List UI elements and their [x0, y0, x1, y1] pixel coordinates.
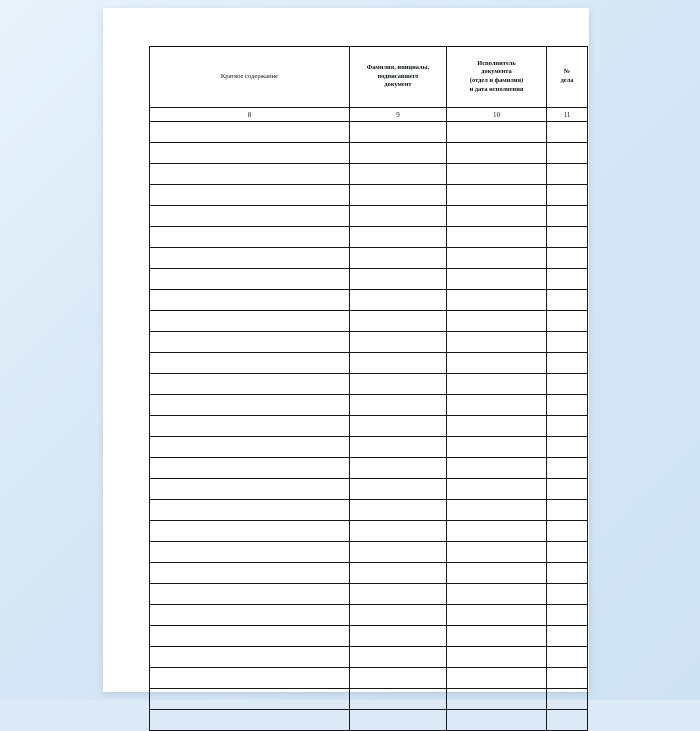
cell-case-number[interactable]: [547, 122, 588, 143]
cell-signer[interactable]: [350, 542, 447, 563]
table-row[interactable]: [150, 710, 588, 731]
cell-case-number[interactable]: [547, 374, 588, 395]
cell-summary[interactable]: [150, 269, 350, 290]
cell-signer[interactable]: [350, 185, 447, 206]
table-row[interactable]: [150, 542, 588, 563]
cell-summary[interactable]: [150, 437, 350, 458]
cell-signer[interactable]: [350, 269, 447, 290]
cell-signer[interactable]: [350, 689, 447, 710]
cell-executor[interactable]: [447, 164, 547, 185]
table-row[interactable]: [150, 122, 588, 143]
cell-signer[interactable]: [350, 206, 447, 227]
cell-summary[interactable]: [150, 290, 350, 311]
cell-signer[interactable]: [350, 626, 447, 647]
cell-summary[interactable]: [150, 206, 350, 227]
cell-executor[interactable]: [447, 626, 547, 647]
column-header-case-number: № дела: [547, 47, 588, 108]
cell-signer[interactable]: [350, 605, 447, 626]
cell-signer[interactable]: [350, 458, 447, 479]
cell-executor[interactable]: [447, 710, 547, 731]
table-header: [150, 47, 588, 108]
cell-signer[interactable]: [350, 647, 447, 668]
cell-executor[interactable]: [447, 563, 547, 584]
table-row[interactable]: [150, 479, 588, 500]
cell-case-number[interactable]: [547, 290, 588, 311]
table-row[interactable]: [150, 164, 588, 185]
cell-case-number[interactable]: [547, 269, 588, 290]
cell-summary[interactable]: [150, 353, 350, 374]
cell-case-number[interactable]: [547, 437, 588, 458]
document-page: [103, 8, 589, 692]
cell-case-number[interactable]: [547, 248, 588, 269]
cell-executor[interactable]: [447, 605, 547, 626]
cell-executor[interactable]: [447, 290, 547, 311]
cell-signer[interactable]: [350, 710, 447, 731]
cell-summary[interactable]: [150, 584, 350, 605]
cell-case-number[interactable]: [547, 185, 588, 206]
table-row[interactable]: [150, 206, 588, 227]
table-row[interactable]: [150, 374, 588, 395]
cell-summary[interactable]: [150, 710, 350, 731]
table-row[interactable]: [150, 626, 588, 647]
table-row[interactable]: [150, 416, 588, 437]
cell-case-number[interactable]: [547, 416, 588, 437]
table-row[interactable]: [150, 668, 588, 689]
cell-executor[interactable]: [447, 437, 547, 458]
table-row[interactable]: [150, 458, 588, 479]
cell-executor[interactable]: [447, 185, 547, 206]
cell-executor[interactable]: [447, 122, 547, 143]
cell-executor[interactable]: [447, 479, 547, 500]
cell-signer[interactable]: [350, 479, 447, 500]
table-row[interactable]: [150, 521, 588, 542]
cell-summary[interactable]: [150, 563, 350, 584]
cell-summary[interactable]: [150, 542, 350, 563]
cell-signer[interactable]: [350, 563, 447, 584]
column-number-11: 11: [547, 108, 588, 122]
cell-executor[interactable]: [447, 206, 547, 227]
cell-executor[interactable]: [447, 647, 547, 668]
cell-case-number[interactable]: [547, 689, 588, 710]
cell-summary[interactable]: [150, 122, 350, 143]
cell-executor[interactable]: [447, 416, 547, 437]
cell-executor[interactable]: [447, 584, 547, 605]
cell-summary[interactable]: [150, 626, 350, 647]
cell-signer[interactable]: [350, 521, 447, 542]
cell-case-number[interactable]: [547, 311, 588, 332]
cell-signer[interactable]: [350, 143, 447, 164]
cell-signer[interactable]: [350, 500, 447, 521]
cell-case-number[interactable]: [547, 563, 588, 584]
table-row[interactable]: [150, 311, 588, 332]
column-header-summary: Краткое содержание: [150, 47, 350, 108]
header-row: [150, 47, 588, 108]
cell-executor[interactable]: [447, 500, 547, 521]
table-row[interactable]: [150, 584, 588, 605]
cell-summary[interactable]: [150, 458, 350, 479]
cell-executor[interactable]: [447, 269, 547, 290]
cell-case-number[interactable]: [547, 395, 588, 416]
table-row[interactable]: [150, 248, 588, 269]
column-number-row: [150, 108, 588, 122]
cell-summary[interactable]: [150, 164, 350, 185]
cell-executor[interactable]: [447, 353, 547, 374]
cell-signer[interactable]: [350, 227, 447, 248]
cell-executor[interactable]: [447, 227, 547, 248]
table-row[interactable]: [150, 185, 588, 206]
cell-summary[interactable]: [150, 227, 350, 248]
cell-case-number[interactable]: [547, 458, 588, 479]
column-number-8: 8: [150, 108, 350, 122]
table-row[interactable]: [150, 269, 588, 290]
cell-case-number[interactable]: [547, 143, 588, 164]
table-body: [150, 108, 588, 122]
cell-summary[interactable]: [150, 332, 350, 353]
table-row[interactable]: [150, 500, 588, 521]
table-row[interactable]: [150, 689, 588, 710]
cell-executor[interactable]: [447, 668, 547, 689]
cell-summary[interactable]: [150, 647, 350, 668]
cell-case-number[interactable]: [547, 584, 588, 605]
cell-summary[interactable]: [150, 311, 350, 332]
cell-case-number[interactable]: [547, 626, 588, 647]
cell-case-number[interactable]: [547, 206, 588, 227]
cell-summary[interactable]: [150, 668, 350, 689]
column-number-9: 9: [350, 108, 447, 122]
cell-case-number[interactable]: [547, 710, 588, 731]
cell-executor[interactable]: [447, 458, 547, 479]
cell-case-number[interactable]: [547, 164, 588, 185]
cell-summary[interactable]: [150, 143, 350, 164]
journal-table: [149, 46, 588, 731]
table-row[interactable]: [150, 290, 588, 311]
cell-signer[interactable]: [350, 122, 447, 143]
cell-executor[interactable]: [447, 143, 547, 164]
column-number-10: 10: [447, 108, 547, 122]
cell-summary[interactable]: [150, 416, 350, 437]
journal-table-container: [149, 46, 574, 731]
cell-signer[interactable]: [350, 290, 447, 311]
cell-summary[interactable]: [150, 395, 350, 416]
cell-signer[interactable]: [350, 584, 447, 605]
cell-executor[interactable]: [447, 395, 547, 416]
cell-summary[interactable]: [150, 248, 350, 269]
table-row[interactable]: [150, 353, 588, 374]
cell-signer[interactable]: [350, 248, 447, 269]
table-row[interactable]: [150, 332, 588, 353]
cell-case-number[interactable]: [547, 521, 588, 542]
cell-executor[interactable]: [447, 542, 547, 563]
table-row[interactable]: [150, 143, 588, 164]
table-row[interactable]: [150, 437, 588, 458]
cell-signer[interactable]: [350, 311, 447, 332]
cell-case-number[interactable]: [547, 227, 588, 248]
cell-signer[interactable]: [350, 668, 447, 689]
cell-executor[interactable]: [447, 332, 547, 353]
cell-executor[interactable]: [447, 311, 547, 332]
column-header-executor: Исполнитель документа (отдел и фамилия) и дата исполнения: [447, 47, 547, 108]
cell-case-number[interactable]: [547, 542, 588, 563]
cell-case-number[interactable]: [547, 353, 588, 374]
table-row[interactable]: [150, 227, 588, 248]
column-header-signer: Фамилия, инициалы, подписавшего документ: [350, 47, 447, 108]
table-row[interactable]: [150, 563, 588, 584]
table-row[interactable]: [150, 605, 588, 626]
cell-case-number[interactable]: [547, 605, 588, 626]
cell-signer[interactable]: [350, 353, 447, 374]
cell-summary[interactable]: [150, 374, 350, 395]
table-empty-rows: [150, 122, 588, 731]
cell-signer[interactable]: [350, 164, 447, 185]
cell-summary[interactable]: [150, 500, 350, 521]
cell-executor[interactable]: [447, 689, 547, 710]
cell-signer[interactable]: [350, 437, 447, 458]
cell-case-number[interactable]: [547, 332, 588, 353]
cell-signer[interactable]: [350, 374, 447, 395]
cell-summary[interactable]: [150, 605, 350, 626]
cell-executor[interactable]: [447, 248, 547, 269]
cell-case-number[interactable]: [547, 479, 588, 500]
cell-signer[interactable]: [350, 416, 447, 437]
cell-signer[interactable]: [350, 332, 447, 353]
table-row[interactable]: [150, 647, 588, 668]
table-row[interactable]: [150, 395, 588, 416]
cell-summary[interactable]: [150, 479, 350, 500]
cell-summary[interactable]: [150, 689, 350, 710]
cell-summary[interactable]: [150, 521, 350, 542]
cell-case-number[interactable]: [547, 647, 588, 668]
cell-summary[interactable]: [150, 185, 350, 206]
cell-case-number[interactable]: [547, 668, 588, 689]
cell-executor[interactable]: [447, 374, 547, 395]
cell-case-number[interactable]: [547, 500, 588, 521]
cell-executor[interactable]: [447, 521, 547, 542]
cell-signer[interactable]: [350, 395, 447, 416]
